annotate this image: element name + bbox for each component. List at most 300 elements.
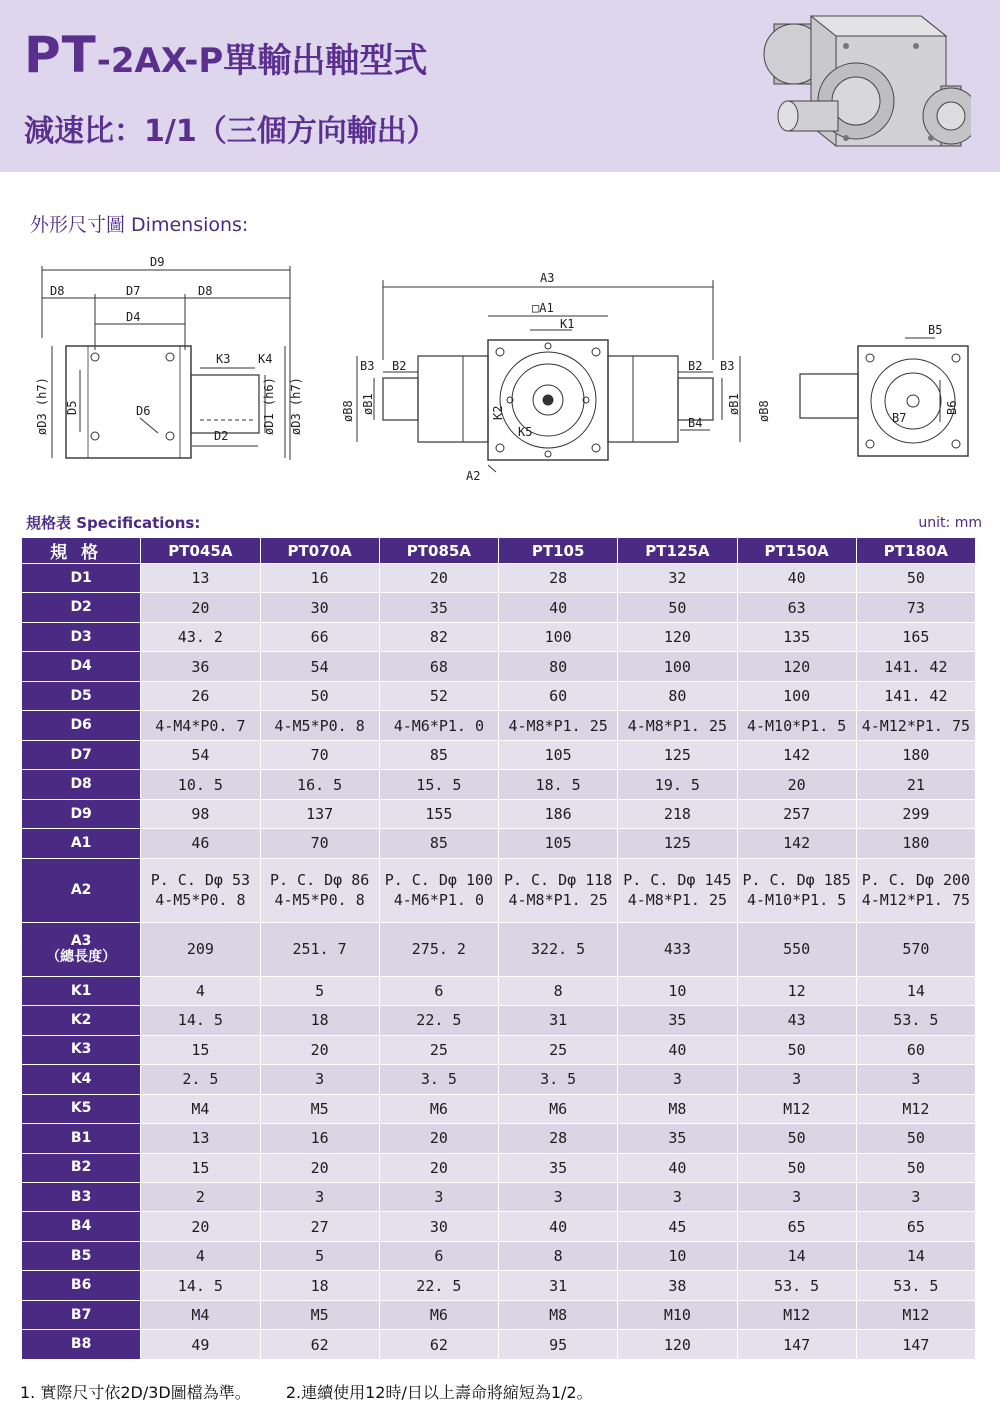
row-label-text: D8 [70, 776, 92, 793]
table-cell: 3 [618, 1065, 737, 1094]
table-cell: M6 [379, 1094, 498, 1123]
table-cell: 70 [260, 740, 379, 769]
table-cell: 50 [737, 1124, 856, 1153]
table-cell: 20 [141, 593, 260, 622]
table-cell: 19. 5 [618, 770, 737, 799]
table-cell: 52 [379, 681, 498, 710]
table-cell: 165 [856, 622, 975, 651]
table-cell: 50 [856, 564, 975, 593]
table-cell: 137 [260, 799, 379, 828]
row-label-text: B4 [70, 1218, 92, 1235]
spec-table [21, 537, 976, 1360]
table-cell: 22. 5 [379, 1271, 498, 1300]
table-cell: 16 [260, 1124, 379, 1153]
table-cell: 40 [499, 1212, 618, 1241]
header-banner [0, 0, 1000, 172]
table-row [22, 1300, 976, 1329]
label-b2-left: B2 [392, 359, 407, 373]
label-d5: D5 [65, 400, 79, 415]
label-k2: K2 [491, 405, 505, 420]
table-cell: 36 [141, 652, 260, 681]
table-cell: 45 [618, 1212, 737, 1241]
table-cell: 66 [260, 622, 379, 651]
row-label-text: K1 [70, 982, 92, 999]
table-row [22, 652, 976, 681]
table-cell: 8 [499, 976, 618, 1005]
table-cell [856, 858, 975, 922]
table-cell: 125 [618, 740, 737, 769]
row-label [22, 740, 141, 769]
dimension-drawings [0, 250, 1000, 490]
model-header: PT045A [141, 538, 260, 564]
spec-header-row [22, 538, 976, 564]
row-label-text: D6 [70, 717, 92, 734]
table-cell: 53. 5 [856, 1006, 975, 1035]
table-cell: 20 [379, 1124, 498, 1153]
table-cell: 209 [141, 923, 260, 977]
title-model: PT [24, 26, 97, 84]
label-d4: D4 [126, 310, 141, 324]
table-cell: 20 [379, 1153, 498, 1182]
table-cell: 570 [856, 923, 975, 977]
label-b1-right: øB1 [727, 393, 741, 415]
table-cell: 257 [737, 799, 856, 828]
row-label-text: B7 [70, 1306, 92, 1323]
table-cell: 13 [141, 1124, 260, 1153]
table-cell: 20 [379, 564, 498, 593]
table-cell: 73 [856, 593, 975, 622]
table-cell: 60 [499, 681, 618, 710]
row-label-text: D5 [70, 687, 92, 704]
table-cell: 70 [260, 829, 379, 858]
cell-line-1: P. C. Dφ 145 [623, 871, 732, 890]
row-label [22, 1065, 141, 1094]
row-label-text: D7 [70, 746, 92, 763]
table-cell: 32 [618, 564, 737, 593]
table-cell: 105 [499, 740, 618, 769]
table-row [22, 770, 976, 799]
row-label [22, 1094, 141, 1123]
table-cell: 3 [499, 1183, 618, 1212]
row-label [22, 1271, 141, 1300]
table-cell: 26 [141, 681, 260, 710]
page-title [24, 26, 427, 84]
table-cell: 3 [856, 1183, 975, 1212]
table-cell: 80 [499, 652, 618, 681]
corner-header: 規格 [22, 538, 141, 564]
table-cell: 10. 5 [141, 770, 260, 799]
table-cell: 6 [379, 976, 498, 1005]
label-d6: D6 [136, 404, 151, 418]
cell-line-2: 4-M6*P1. 0 [393, 891, 485, 910]
row-label-text: K4 [70, 1070, 92, 1087]
table-cell: 2 [141, 1183, 260, 1212]
table-cell: 14 [856, 976, 975, 1005]
cell-line-2: 4-M8*P1. 25 [508, 891, 608, 910]
table-cell: 4-M6*P1. 0 [379, 711, 498, 740]
row-label [22, 770, 141, 799]
table-cell: 53. 5 [856, 1271, 975, 1300]
table-row [22, 564, 976, 593]
table-cell: 2. 5 [141, 1065, 260, 1094]
page-subtitle: 減速比：1/1（三個方向輸出） [24, 114, 437, 149]
row-label [22, 681, 141, 710]
label-d1: øD1 (h6) [262, 377, 276, 435]
table-cell: 98 [141, 799, 260, 828]
table-row [22, 1124, 976, 1153]
row-label [22, 829, 141, 858]
cell-line-1: P. C. Dφ 200 [861, 871, 971, 890]
table-cell: 31 [499, 1271, 618, 1300]
table-cell: 3 [618, 1183, 737, 1212]
label-k1: K1 [560, 317, 575, 331]
table-cell: 4-M4*P0. 7 [141, 711, 260, 740]
table-cell: 147 [856, 1330, 975, 1360]
row-label-text: D3 [70, 628, 92, 645]
table-cell: 62 [379, 1330, 498, 1360]
table-cell: 40 [618, 1153, 737, 1182]
label-b3-left: B3 [360, 359, 375, 373]
table-cell: M5 [260, 1300, 379, 1329]
table-cell: 85 [379, 740, 498, 769]
table-cell: 550 [737, 923, 856, 977]
table-cell: 433 [618, 923, 737, 977]
model-header: PT125A [618, 538, 737, 564]
row-label [22, 1330, 141, 1360]
table-cell: 3. 5 [499, 1065, 618, 1094]
row-label-text: A3 [70, 932, 92, 949]
table-cell: 15 [141, 1153, 260, 1182]
table-cell: 5 [260, 1241, 379, 1270]
note-2: 2.連續使用12時/日以上壽命將縮短為1/2。 [285, 1383, 593, 1402]
label-b5: B5 [928, 323, 943, 337]
table-cell: 30 [260, 593, 379, 622]
note-1: 1. 實際尺寸依2D/3D圖檔為準。 [20, 1383, 251, 1402]
label-d7: D7 [126, 284, 141, 298]
table-cell: 35 [499, 1153, 618, 1182]
row-label [22, 622, 141, 651]
row-label-text: B2 [70, 1159, 92, 1176]
table-cell: 299 [856, 799, 975, 828]
row-label-text: B6 [70, 1277, 92, 1294]
table-cell: 16 [260, 564, 379, 593]
table-cell: 100 [499, 622, 618, 651]
table-cell: 18. 5 [499, 770, 618, 799]
table-cell: 10 [618, 976, 737, 1005]
table-cell: 14 [856, 1241, 975, 1270]
row-label-text: K2 [70, 1012, 92, 1029]
table-cell: M12 [856, 1300, 975, 1329]
table-cell: 20 [141, 1212, 260, 1241]
row-label [22, 923, 141, 977]
table-cell: M4 [141, 1094, 260, 1123]
table-cell: 12 [737, 976, 856, 1005]
table-row [22, 1153, 976, 1182]
table-row [22, 1094, 976, 1123]
cell-line-1: P. C. Dφ 100 [384, 871, 494, 890]
model-header: PT085A [379, 538, 498, 564]
table-cell: 85 [379, 829, 498, 858]
cell-line-2: 4-M12*P1. 75 [861, 891, 971, 910]
label-b4: B4 [688, 416, 703, 430]
table-cell: 35 [618, 1006, 737, 1035]
row-label-text: A2 [70, 881, 92, 898]
row-label-text: D4 [70, 658, 92, 675]
label-b7: B7 [892, 411, 907, 425]
row-label-text: B3 [70, 1188, 92, 1205]
table-cell: 62 [260, 1330, 379, 1360]
table-cell: 155 [379, 799, 498, 828]
table-cell: 14. 5 [141, 1006, 260, 1035]
table-cell: 54 [260, 652, 379, 681]
row-label [22, 1183, 141, 1212]
label-d8-left: D8 [50, 284, 65, 298]
table-cell: 105 [499, 829, 618, 858]
label-b8-right: øB8 [757, 400, 771, 422]
table-cell: 35 [379, 593, 498, 622]
table-cell: 135 [737, 622, 856, 651]
table-cell: M12 [737, 1300, 856, 1329]
table-cell: 147 [737, 1330, 856, 1360]
table-cell: 27 [260, 1212, 379, 1241]
table-cell: 120 [618, 622, 737, 651]
table-cell: 4-M8*P1. 25 [618, 711, 737, 740]
table-row [22, 1330, 976, 1360]
table-cell: 141. 42 [856, 652, 975, 681]
table-cell: 125 [618, 829, 737, 858]
table-cell: M6 [379, 1300, 498, 1329]
table-row [22, 829, 976, 858]
cell-line-2: 4-M10*P1. 5 [746, 891, 847, 910]
table-row [22, 740, 976, 769]
table-cell [379, 858, 498, 922]
row-label-text: B5 [70, 1247, 92, 1264]
table-cell: 4-M5*P0. 8 [260, 711, 379, 740]
table-cell: 180 [856, 740, 975, 769]
row-label [22, 1124, 141, 1153]
row-label [22, 1212, 141, 1241]
table-cell: 20 [260, 1035, 379, 1064]
table-cell: 16. 5 [260, 770, 379, 799]
table-cell: 50 [618, 593, 737, 622]
table-cell: 8 [499, 1241, 618, 1270]
table-cell: 142 [737, 740, 856, 769]
table-cell: 63 [737, 593, 856, 622]
table-row [22, 681, 976, 710]
table-cell: 95 [499, 1330, 618, 1360]
table-cell: 22. 5 [379, 1006, 498, 1035]
table-cell: 60 [856, 1035, 975, 1064]
table-cell: 46 [141, 829, 260, 858]
row-label-text: K5 [70, 1100, 92, 1117]
table-row [22, 858, 976, 922]
cell-line-1: P. C. Dφ 53 [150, 871, 251, 890]
table-cell: M4 [141, 1300, 260, 1329]
table-cell [260, 858, 379, 922]
cell-line-1: P. C. Dφ 185 [742, 871, 851, 890]
row-label [22, 593, 141, 622]
table-cell: M10 [618, 1300, 737, 1329]
table-row [22, 976, 976, 1005]
table-row [22, 1212, 976, 1241]
label-b6: B6 [945, 400, 959, 415]
table-row [22, 1035, 976, 1064]
table-row [22, 923, 976, 977]
table-cell: 65 [737, 1212, 856, 1241]
table-cell: 15. 5 [379, 770, 498, 799]
table-cell: 3 [737, 1065, 856, 1094]
table-cell: 82 [379, 622, 498, 651]
table-cell: 49 [141, 1330, 260, 1360]
row-label-text: B8 [70, 1336, 92, 1353]
table-cell: 10 [618, 1241, 737, 1270]
table-cell: M5 [260, 1094, 379, 1123]
table-cell: 53. 5 [737, 1271, 856, 1300]
row-label [22, 799, 141, 828]
row-label [22, 711, 141, 740]
table-cell: 14 [737, 1241, 856, 1270]
model-header: PT105 [499, 538, 618, 564]
table-row [22, 622, 976, 651]
table-cell: 186 [499, 799, 618, 828]
label-d3-left: øD3 (h7) [35, 377, 49, 435]
row-label [22, 858, 141, 922]
table-row [22, 593, 976, 622]
table-cell: M12 [737, 1094, 856, 1123]
table-cell: 68 [379, 652, 498, 681]
table-cell: 4 [141, 1241, 260, 1270]
row-label [22, 1006, 141, 1035]
table-cell: 38 [618, 1271, 737, 1300]
cell-line-2: 4-M5*P0. 8 [155, 891, 246, 910]
table-cell: 21 [856, 770, 975, 799]
row-label [22, 1300, 141, 1329]
table-cell: 120 [618, 1330, 737, 1360]
gearbox-product-image [756, 6, 971, 166]
table-cell: 3 [379, 1183, 498, 1212]
table-cell: M6 [499, 1094, 618, 1123]
table-cell: 218 [618, 799, 737, 828]
spec-heading: 規格表 Specifications: [26, 514, 201, 532]
label-k3: K3 [216, 352, 231, 366]
label-d9: D9 [150, 255, 165, 269]
row-label-text: D9 [70, 805, 92, 822]
table-cell [499, 858, 618, 922]
cell-line-1: P. C. Dφ 86 [269, 871, 370, 890]
table-cell: 142 [737, 829, 856, 858]
table-cell: 13 [141, 564, 260, 593]
table-row [22, 799, 976, 828]
table-cell [618, 858, 737, 922]
table-cell: 251. 7 [260, 923, 379, 977]
table-cell: 50 [260, 681, 379, 710]
row-label [22, 652, 141, 681]
row-label-text: B1 [70, 1129, 92, 1146]
table-cell: M8 [499, 1300, 618, 1329]
row-label [22, 1241, 141, 1270]
model-header: PT150A [737, 538, 856, 564]
label-b3-right: B3 [720, 359, 735, 373]
table-cell: 43. 2 [141, 622, 260, 651]
row-label-text: D2 [70, 599, 92, 616]
table-cell: 3. 5 [379, 1065, 498, 1094]
table-cell: 20 [737, 770, 856, 799]
table-cell: 120 [737, 652, 856, 681]
table-cell: 4-M8*P1. 25 [499, 711, 618, 740]
table-cell: 25 [499, 1035, 618, 1064]
table-cell: M12 [856, 1094, 975, 1123]
table-cell: 18 [260, 1006, 379, 1035]
table-row [22, 1006, 976, 1035]
model-header: PT070A [260, 538, 379, 564]
row-label-text: K3 [70, 1041, 92, 1058]
table-cell: 4 [141, 976, 260, 1005]
table-row [22, 1183, 976, 1212]
table-cell: 100 [737, 681, 856, 710]
title-type: -2AX-P單輸出軸型式 [96, 41, 428, 81]
label-d8-right: D8 [198, 284, 213, 298]
dimensions-heading: 外形尺寸圖 Dimensions: [30, 214, 249, 236]
table-cell: 100 [618, 652, 737, 681]
table-cell [141, 858, 260, 922]
table-cell: 4-M12*P1. 75 [856, 711, 975, 740]
row-label [22, 976, 141, 1005]
table-cell: 14. 5 [141, 1271, 260, 1300]
table-cell: 50 [856, 1124, 975, 1153]
table-cell: 180 [856, 829, 975, 858]
row-label-subtext: （總長度） [46, 949, 117, 966]
table-cell: 50 [737, 1035, 856, 1064]
model-header: PT180A [856, 538, 975, 564]
spec-table-body [22, 564, 976, 1360]
table-cell: 3 [737, 1183, 856, 1212]
table-cell: 28 [499, 1124, 618, 1153]
table-cell: 40 [499, 593, 618, 622]
table-cell: 80 [618, 681, 737, 710]
table-cell: 3 [260, 1183, 379, 1212]
table-cell: 50 [737, 1153, 856, 1182]
table-cell: 65 [856, 1212, 975, 1241]
table-cell: 5 [260, 976, 379, 1005]
label-d2: D2 [214, 429, 229, 443]
label-k5: K5 [518, 425, 533, 439]
label-a3: A3 [540, 271, 555, 285]
table-cell: 54 [141, 740, 260, 769]
table-cell: 50 [856, 1153, 975, 1182]
table-cell: 35 [618, 1124, 737, 1153]
table-cell [737, 858, 856, 922]
table-row [22, 1065, 976, 1094]
table-cell: 3 [260, 1065, 379, 1094]
footer-notes [20, 1380, 623, 1403]
unit-label: unit: mm [918, 515, 982, 531]
label-d3-right: øD3 (h7) [289, 377, 303, 435]
table-cell: 40 [737, 564, 856, 593]
table-cell: 322. 5 [499, 923, 618, 977]
label-b1-left: øB1 [361, 393, 375, 415]
table-cell: 6 [379, 1241, 498, 1270]
row-label [22, 564, 141, 593]
table-cell: 20 [260, 1153, 379, 1182]
cell-line-2: 4-M8*P1. 25 [627, 891, 728, 910]
table-cell: 3 [856, 1065, 975, 1094]
table-cell: 18 [260, 1271, 379, 1300]
table-cell: 25 [379, 1035, 498, 1064]
cell-line-1: P. C. Dφ 118 [503, 871, 613, 890]
table-cell: 15 [141, 1035, 260, 1064]
table-cell: M8 [618, 1094, 737, 1123]
label-b2-right: B2 [688, 359, 703, 373]
